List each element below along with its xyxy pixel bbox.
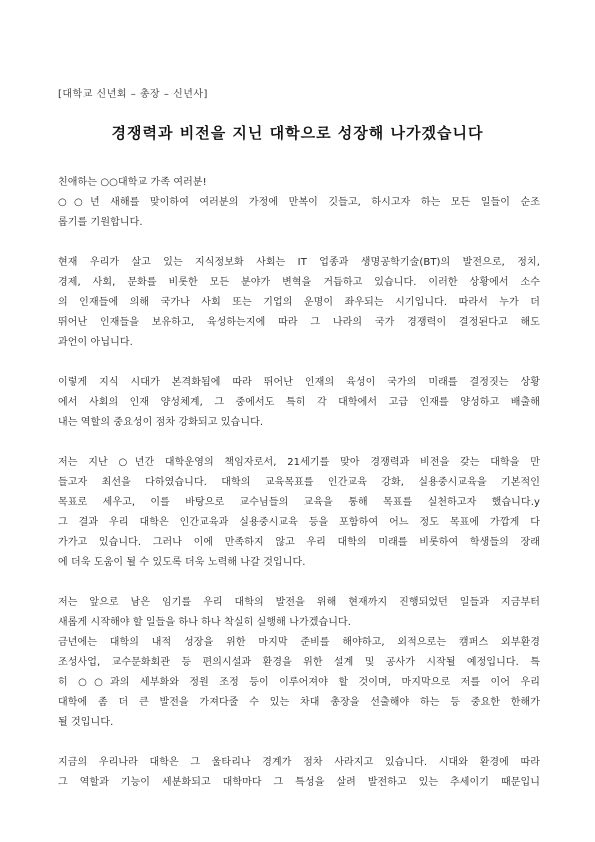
body-line: 저는 지난 ○년간 대학운영의 책임자로서, 21세기를 맞아 경쟁력과 비전을 갖는 대학을 만 bbox=[58, 457, 540, 468]
body-line: 조성사업, 교수문화회관 등 편의시설과 환경을 위한 설계 및 공사가 시작될 예정입니다. 특 bbox=[58, 657, 540, 668]
body-paragraph bbox=[58, 753, 540, 793]
body-line: 대학에 좀 더 큰 발전을 가져다줄 수 있는 차대 총장을 선출해야 하는 등 중요한 한해가 bbox=[58, 697, 540, 708]
body-line: 지금의 우리나라 대학은 그 울타리나 경계가 점차 사라지고 있습니다. 시대와 환경에 따라 bbox=[58, 757, 540, 768]
body-line: 뛰어난 인재들을 보유하고, 육성하는지에 따라 그 나라의 국가 경쟁력이 결정된다고 해도 bbox=[58, 317, 540, 328]
document-header-tag: [대학교 신년회 – 총장 – 신년사] bbox=[58, 89, 208, 100]
body-line: 친애하는 ○○대학교 가족 여러분! bbox=[58, 177, 207, 188]
body-line: 그 역할과 기능이 세분화되고 대학마다 그 특성을 살려 발전하고 있는 추세이기 때문입니 bbox=[58, 777, 540, 788]
body-line: 들고자 최선을 다하였습니다. 대학의 교육목표를 인간교육 강화, 실용중시교육을 기본적인 bbox=[58, 477, 540, 488]
body-line: ○○년 새해를 맞이하여 여러분의 가정에 만복이 깃들고, 하시고자 하는 모든 일들이 순조 bbox=[58, 197, 540, 208]
body-line: 에서 사회의 인재 양성체계, 그 중에서도 특히 각 대학에서 고급 인재를 양성하고 배출해 bbox=[58, 397, 540, 408]
body-paragraph bbox=[58, 453, 540, 573]
body-line: 롭기를 기원합니다. bbox=[58, 217, 143, 228]
body-line: 저는 앞으로 남은 임기를 우리 대학의 발전을 위해 현재까지 진행되었던 일들과 지금부터 bbox=[58, 597, 540, 608]
document-title: 경쟁력과 비전을 지닌 대학으로 성장해 나가겠습니다 bbox=[111, 124, 484, 142]
body-line: 이렇게 지식 시대가 본격화됨에 따라 뛰어난 인재의 육성이 국가의 미래를 결정짓는 상황 bbox=[58, 377, 540, 388]
body-paragraph bbox=[58, 593, 540, 733]
body-paragraph bbox=[58, 253, 540, 353]
body-line: 히 ○○과의 세부화와 정원 조정 등이 이루어져야 할 것이며, 마지막으로 저를 이어 우리 bbox=[58, 677, 540, 688]
document-body bbox=[58, 173, 540, 813]
body-paragraph bbox=[58, 173, 540, 233]
body-line: 내는 역할의 중요성이 점차 강화되고 있습니다. bbox=[58, 417, 264, 428]
body-line: 그 결과 우리 대학은 인간교육과 실용중시교육 등을 포함하여 어느 정도 목표에 가깝게 다 bbox=[58, 517, 540, 528]
body-paragraph bbox=[58, 373, 540, 433]
body-line: 에 더욱 도움이 될 수 있도록 더욱 노력해 나갈 것입니다. bbox=[58, 557, 306, 568]
body-line: 목표로 세우고, 이를 바탕으로 교수님들의 교육을 통해 목표를 실천하고자 했습니다.y bbox=[58, 497, 540, 508]
body-line: 될 것입니다. bbox=[58, 717, 114, 728]
body-line: 금년에는 대학의 내적 성장을 위한 마지막 준비를 해야하고, 외적으로는 캠퍼스 외부환경 bbox=[58, 637, 540, 648]
body-line: 과언이 아닙니다. bbox=[58, 337, 133, 348]
body-line: 가가고 있습니다. 그러나 이에 만족하지 않고 우리 대학의 미래를 비롯하여 학생들의 장래 bbox=[58, 537, 540, 548]
body-line: 의 인재들에 의해 국가나 사회 또는 기업의 운명이 좌우되는 시기입니다. 따라서 누가 더 bbox=[58, 297, 540, 308]
body-line: 경제, 사회, 문화를 비롯한 모든 분야가 변혁을 거듭하고 있습니다. 이러한 상황에서 소수 bbox=[58, 277, 540, 288]
body-line: 새롭게 시작해야 할 일들을 하나 하나 착실히 실행해 나가겠습니다. bbox=[58, 617, 352, 628]
body-line: 현재 우리가 살고 있는 지식정보화 사회는 IT 업종과 생명공학기술(BT)의 발전으로, 정치, bbox=[58, 257, 540, 268]
